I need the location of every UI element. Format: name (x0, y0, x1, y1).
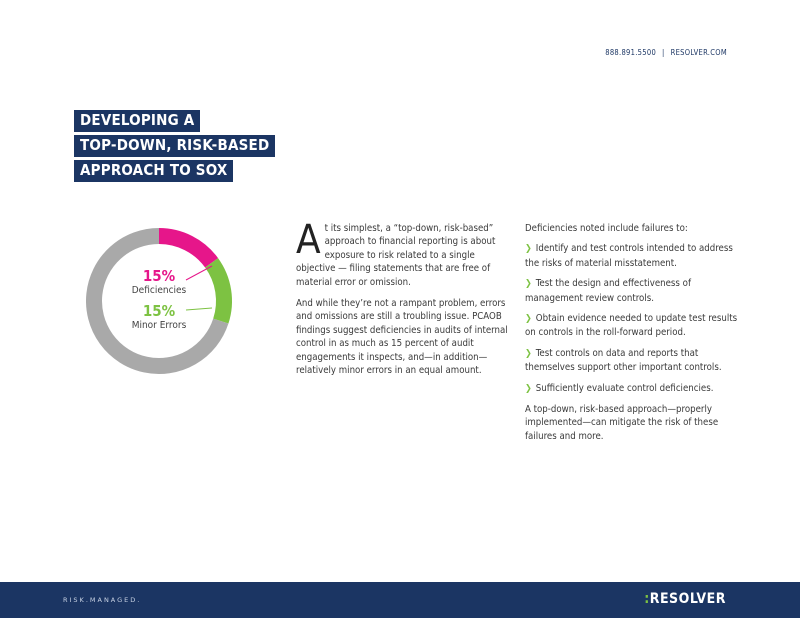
list-item (525, 277, 740, 305)
list-item (525, 312, 740, 340)
deficiencies-lead: Deficiencies noted include failures to: (525, 223, 688, 234)
minor-errors-percent: 15% (142, 302, 176, 320)
intro-paragraph-2: And while they’re not a rampant problem, errors and omissions are still a troubling issue. PCAOB findings suggest deficiencies in audits of internal control in as much as 15 percent of audit engagements it inspects, and—in addition—relatively minor errors in an equal amount. (296, 298, 508, 377)
minor-errors-label: Minor Errors (131, 320, 187, 331)
logo-text: RESOLVER (649, 591, 726, 607)
donut-chart (86, 228, 236, 378)
page-title (74, 110, 275, 185)
deficiencies-percent: 15% (142, 267, 176, 285)
intro-column (296, 217, 512, 385)
chevron-right-icon: ❯ (525, 244, 532, 255)
list-item (525, 347, 740, 375)
intro-paragraph-1-text: t its simplest, a “top-down, risk-based” approach to financial reporting is about exposure to risk related to a single objective — filing statements that are free of material error or omission. (296, 223, 496, 288)
list-item-text: Test the design and effectiveness of management review controls. (525, 278, 691, 304)
list-item-text: Test controls on data and reports that themselves support other important controls. (525, 347, 722, 374)
website-link[interactable]: RESOLVER.COM (670, 48, 727, 57)
chevron-right-icon: ❯ (525, 314, 532, 325)
list-item-text: Sufficiently evaluate control deficiencies. (535, 382, 714, 394)
list-item (525, 382, 740, 396)
intro-paragraph-1 (296, 217, 512, 289)
phone-number: 888.891.5500 (605, 48, 657, 57)
title-line-1: DEVELOPING A (74, 110, 200, 132)
title-line-3: APPROACH TO SOX (74, 160, 233, 182)
list-item (525, 242, 740, 270)
deficiencies-slice (159, 236, 212, 263)
footer-bar (0, 582, 800, 618)
contact-separator: | (662, 48, 665, 57)
resolver-logo[interactable] (644, 591, 726, 607)
chevron-right-icon: ❯ (525, 383, 532, 394)
deficiencies-list (525, 242, 740, 396)
deficiencies-label: Deficiencies (131, 285, 187, 296)
drop-cap: A (296, 217, 321, 263)
footer-tagline: RISK.MANAGED. (63, 596, 142, 604)
contact-info (605, 48, 727, 57)
logo-colon: : (644, 591, 650, 607)
list-item-text: Identify and test controls intended to address the risks of material misstatement. (525, 243, 733, 269)
deficiencies-column (525, 222, 740, 450)
closing-paragraph: A top-down, risk-based approach—properly implemented—can mitigate the risk of these failures and more. (525, 404, 719, 442)
title-line-2: TOP-DOWN, RISK-BASED (74, 135, 275, 157)
chevron-right-icon: ❯ (525, 279, 532, 290)
chevron-right-icon: ❯ (525, 348, 532, 359)
list-item-text: Obtain evidence needed to update test results on controls in the roll-forward period. (525, 313, 738, 339)
